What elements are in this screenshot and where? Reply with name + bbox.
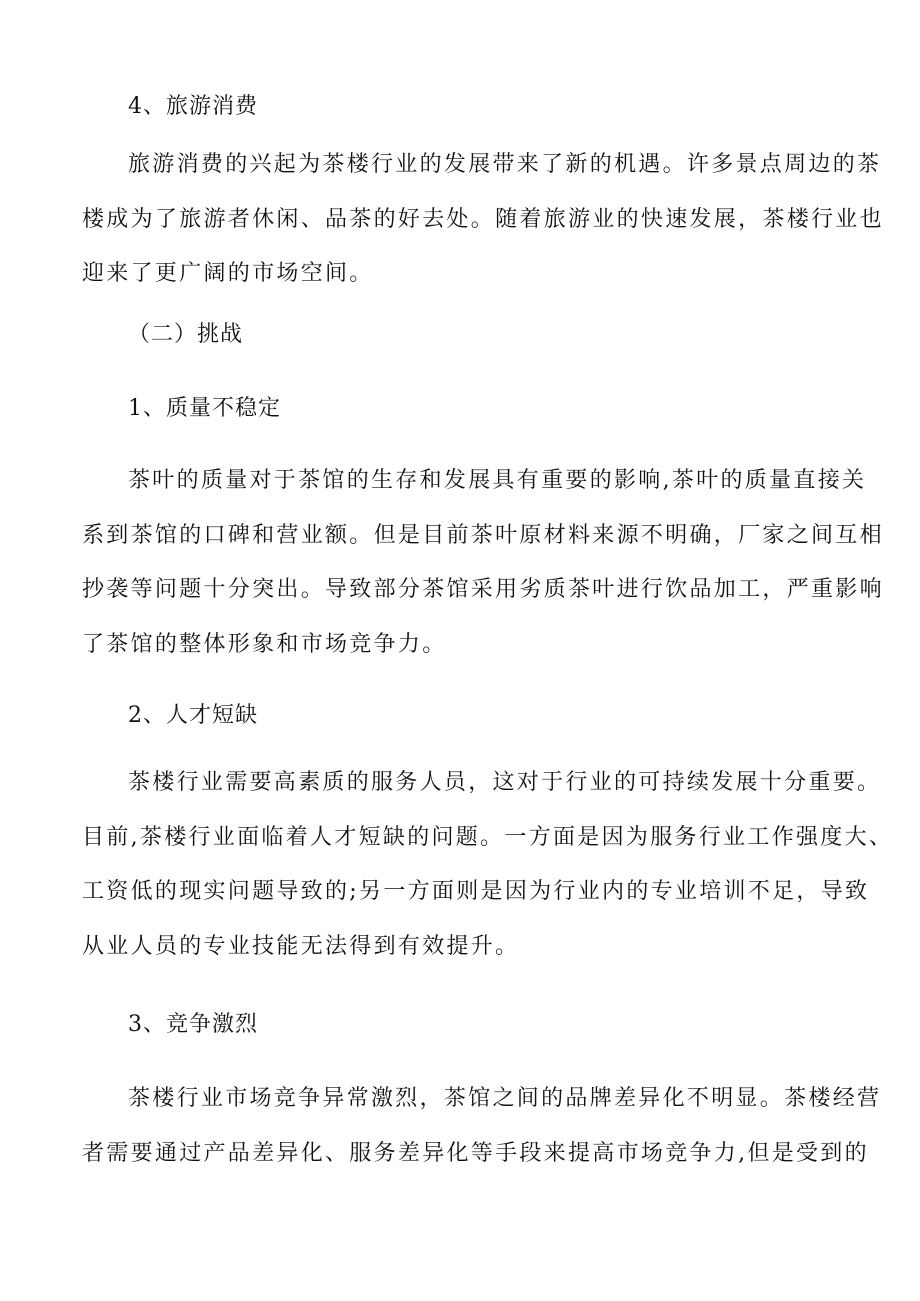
section-heading-talent: 2、人才短缺 bbox=[128, 703, 258, 728]
paragraph-line: 迎来了更广阔的市场空间。 bbox=[82, 261, 374, 286]
section-heading-tourism: 4、旅游消费 bbox=[128, 94, 258, 119]
paragraph-line: 了茶馆的整体形象和市场竞争力。 bbox=[82, 631, 447, 657]
paragraph-tourism bbox=[82, 138, 884, 302]
paragraph-line: 楼成为了旅游者休闲、品茶的好去处。随着旅游业的快速发展，茶楼行业也 bbox=[82, 206, 884, 232]
paragraph-quality bbox=[82, 454, 884, 672]
paragraph-line: 从业人员的专业技能无法得到有效提升。 bbox=[82, 933, 520, 959]
paragraph-line: 茶楼行业需要高素质的服务人员，这对于行业的可持续发展十分重要。 bbox=[128, 770, 882, 795]
section-heading-competition: 3、竞争激烈 bbox=[128, 1012, 258, 1037]
paragraph-talent bbox=[82, 756, 894, 974]
paragraph-line: 茶叶的质量对于茶馆的生存和发展具有重要的影响,茶叶的质量直接关 bbox=[128, 468, 867, 493]
paragraph-competition bbox=[82, 1072, 882, 1181]
paragraph-line: 旅游消费的兴起为茶楼行业的发展带来了新的机遇。许多景点周边的茶 bbox=[128, 152, 882, 177]
paragraph-line: 者需要通过产品差异化、服务差异化等手段来提高市场竞争力,但是受到的 bbox=[82, 1140, 869, 1166]
section-heading-quality: 1、质量不稳定 bbox=[128, 396, 281, 421]
paragraph-line: 抄袭等问题十分突出。导致部分茶馆采用劣质茶叶进行饮品加工，严重影响 bbox=[82, 577, 884, 602]
section-heading-challenges: （二）挑战 bbox=[128, 322, 244, 347]
paragraph-line: 目前,茶楼行业面临着人才短缺的问题。一方面是因为服务行业工作强度大、 bbox=[82, 824, 894, 850]
paragraph-line: 系到茶馆的口碑和营业额。但是目前茶叶原材料来源不明确，厂家之间互相 bbox=[82, 522, 884, 548]
paragraph-line: 工资低的现实问题导致的;另一方面则是因为行业内的专业培训不足，导致 bbox=[82, 879, 870, 904]
paragraph-line: 茶楼行业市场竞争异常激烈，茶馆之间的品牌差异化不明显。茶楼经营 bbox=[128, 1086, 882, 1111]
